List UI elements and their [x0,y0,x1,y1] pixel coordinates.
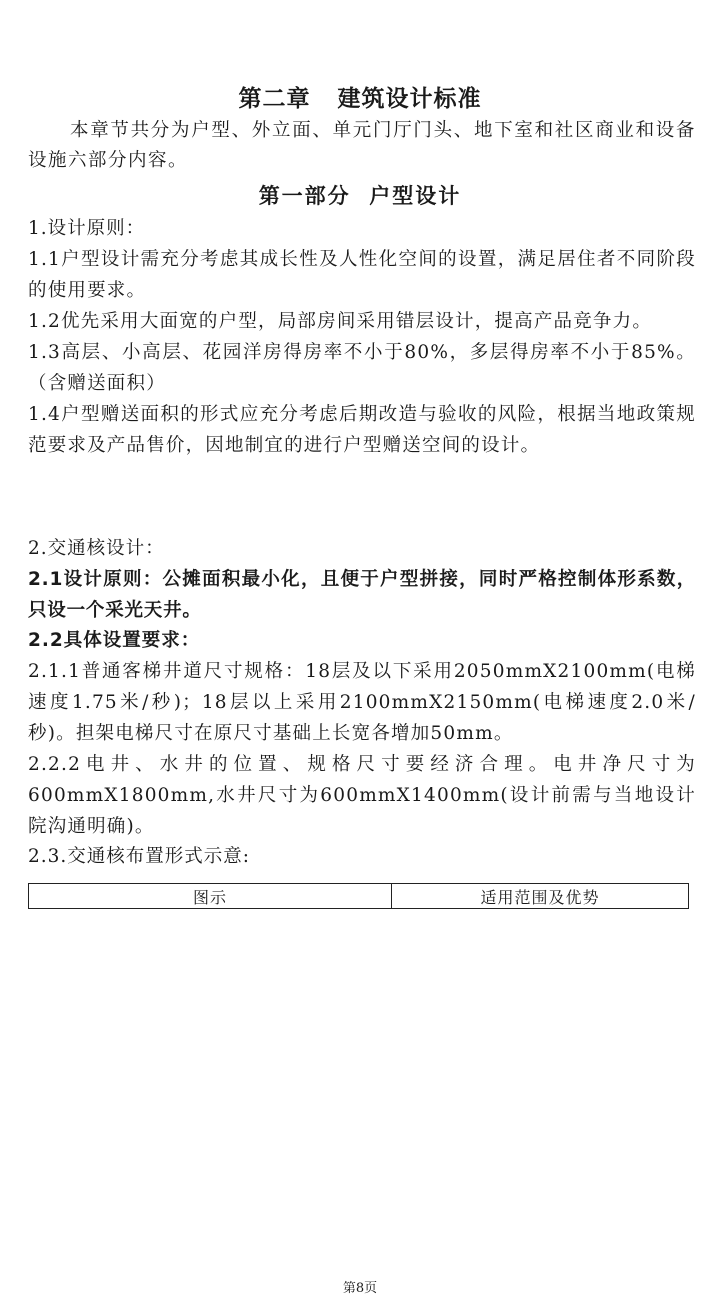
section-design-principles [28,214,696,461]
chapter-intro: 本章节共分为户型、外立面、单元门厅门头、地下室和社区商业和设备设施六部分内容。 [28,120,696,171]
paragraph-1-1: 1.1户型设计需充分考虑其成长性及人性化空间的设置，满足居住者不同阶段的使用要求。 [28,249,696,301]
page-number: 第8页 [342,1281,378,1296]
layout-table [28,883,689,909]
section-heading: 1.设计原则： [28,218,146,239]
chapter-title: 第二章 建筑设计标准 [238,86,482,112]
table-header-diagram: 图示 [29,884,392,909]
paragraph-1-3: 1.3高层、小高层、花园洋房得房率不小于80%，多层得房率不小于85%。（含赠送面积） [28,342,696,394]
paragraph-1-2: 1.2优先采用大面宽的户型，局部房间采用错层设计，提高产品竞争力。 [28,311,653,332]
paragraph-1-4: 1.4户型赠送面积的形式应充分考虑后期改造与验收的风险，根据当地政策规范要求及产品售价，因地制宜的进行户型赠送空间的设计。 [28,404,696,456]
part-title: 第一部分 户型设计 [258,184,462,208]
section-heading: 2.交通核设计： [28,538,165,559]
layout-heading: 2.3.交通核布置形式示意: [28,846,251,867]
paragraph-2-1: 2.1设计原则：公摊面积最小化，且便于户型拼接，同时严格控制体形系数，只设一个采光天井。 [28,569,696,621]
table-header-scope: 适用范围及优势 [392,884,689,909]
sub-heading: 2.2具体设置要求： [28,630,201,651]
section-traffic-core [28,534,696,872]
paragraph-2-2-2: 2.2.2电井、水井的位置、规格尺寸要经济合理。电井净尺寸为600mmX1800mm,水井尺寸为600mmX1400mm(设计前需与当地设计院沟通明确)。 [28,754,696,837]
paragraph-2-1-1: 2.1.1普通客梯井道尺寸规格：18层及以下采用2050mmX2100mm(电梯速度1.75米/秒)；18层以上采用2100mmX2150mm(电梯速度2.0米/秒)。担架电梯尺寸在原尺寸基础上长宽各增加50mm。 [28,661,696,744]
